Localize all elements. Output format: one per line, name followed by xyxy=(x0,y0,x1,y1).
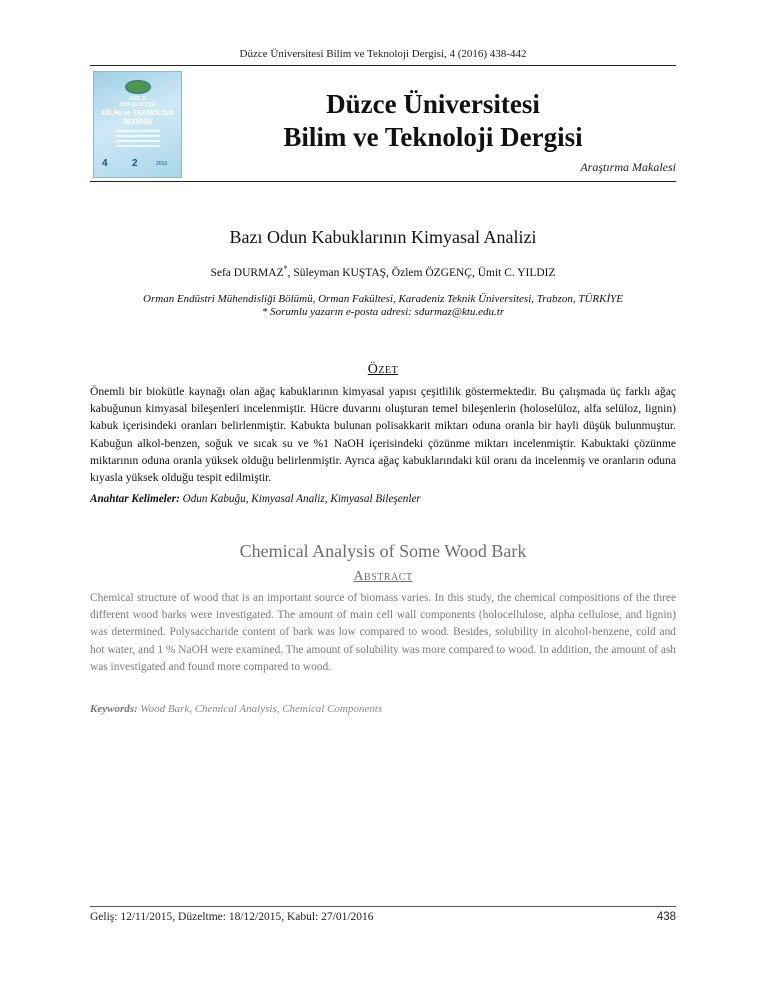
ozet-text: Önemli bir biokütle kaynağı olan ağaç kabuklarının kimyasal yapısı çeşitlilik göstermektedir. Bu çalışmada üç farklı ağaç kabuğunun kimyasal bileşenleri incelenmiştir. Hücre duvarını oluşturan temel bileşenlerin (holoselüloz, alfa selüloz, lignin) kabuk içerisindeki oranları belirlenmiştir. Kabukta bulunan polisakkarit miktarı oduna oranla bir hayli düşük bulunmuştur. Kabuğun alkol-benzen, soğuk ve sıcak su ve %1 NaOH içerisindeki çözünme miktarı incelenmiştir. Kabuktaki çözünme miktarının oduna oranla yüksek olduğu belirlenmiştir. Ayrıca ağaç kabuklarındaki kül oranı da incelenmiş ve oranların oduna kıyasla yüksek olduğu tespit edilmiştir. xyxy=(90,385,676,485)
abstract-heading: Abstract xyxy=(353,569,413,584)
co-authors: , Süleyman KUŞTAŞ, Özlem ÖZGENÇ, Ümit C. YILDIZ xyxy=(287,266,556,279)
paper-title: Bazı Odun Kabuklarının Kimyasal Analizi xyxy=(229,227,537,247)
english-keywords xyxy=(90,703,676,715)
header-rule-bottom xyxy=(90,181,676,182)
english-title: Chemical Analysis of Some Wood Bark xyxy=(239,541,527,561)
turkish-keywords-label: Anahtar Kelimeler: xyxy=(90,493,180,505)
header-rule-top xyxy=(90,65,676,66)
article-type: Araştırma Makalesi xyxy=(580,160,676,174)
correspondence-email: * Sorumlu yazarın e-posta adresi: sdurmaz@ktu.edu.tr xyxy=(261,306,505,318)
journal-title xyxy=(190,88,676,154)
cover-line4: DERGİSİ xyxy=(123,119,152,126)
corresponding-author: Sefa DURMAZ xyxy=(210,266,284,279)
cover-line2: ÜNİVERSİTESİ xyxy=(120,102,155,108)
cover-line3: BİLİM ve TEKNOLOJİ xyxy=(102,110,173,117)
page-number: 438 xyxy=(656,911,676,923)
author-list xyxy=(90,264,676,279)
footer-rule xyxy=(90,906,676,907)
cover-year: 2016 xyxy=(156,161,168,167)
turkish-keywords-list: Odun Kabuğu, Kimyasal Analiz, Kimyasal Bileşenler xyxy=(179,493,421,505)
english-keywords-list: Wood Bark, Chemical Analysis, Chemical Components xyxy=(137,703,383,715)
ozet-heading: Özet xyxy=(367,362,399,377)
corresponding-marker: * xyxy=(283,264,288,273)
journal-logo-icon xyxy=(125,80,151,94)
affiliation-block xyxy=(90,293,676,319)
journal-title-line2: Bilim ve Teknoloji Dergisi xyxy=(283,122,583,152)
cover-line1: DÜZCE xyxy=(128,96,147,102)
journal-cover-thumbnail xyxy=(93,71,182,178)
cover-decorative-lines xyxy=(116,130,160,150)
affiliation: Orman Endüstri Mühendisliği Bölümü, Orman Fakültesi, Karadeniz Teknik Üniversitesi, Trabzon, TÜRKİYE xyxy=(143,293,623,305)
submission-dates: Geliş: 12/11/2015, Düzeltme: 18/12/2015, Kabul: 27/01/2016 xyxy=(90,911,374,923)
running-head: Düzce Üniversitesi Bilim ve Teknoloji Dergisi, 4 (2016) 438-442 xyxy=(239,48,527,60)
english-keywords-label: Keywords: xyxy=(90,703,138,715)
turkish-keywords xyxy=(90,493,676,505)
abstract-text: Chemical structure of wood that is an important source of biomass varies. In this study, the chemical compositions of the three different wood barks were investigated. The amount of main cell wall components (holocellulose, alpha cellulose, and lignin) was determined. Polysaccharide content of bark was low compared to wood. Besides, solubility in alcohol-benzene, cold and hot water, and 1 % NaOH were examined. The amount of solubility was more compared to wood. In addition, the amount of ash was investigated and found more compared to wood. xyxy=(90,592,676,673)
journal-title-line1: Düzce Üniversitesi xyxy=(326,89,540,119)
cover-issue: 2 xyxy=(132,158,138,169)
cover-volume: 4 xyxy=(102,158,108,169)
